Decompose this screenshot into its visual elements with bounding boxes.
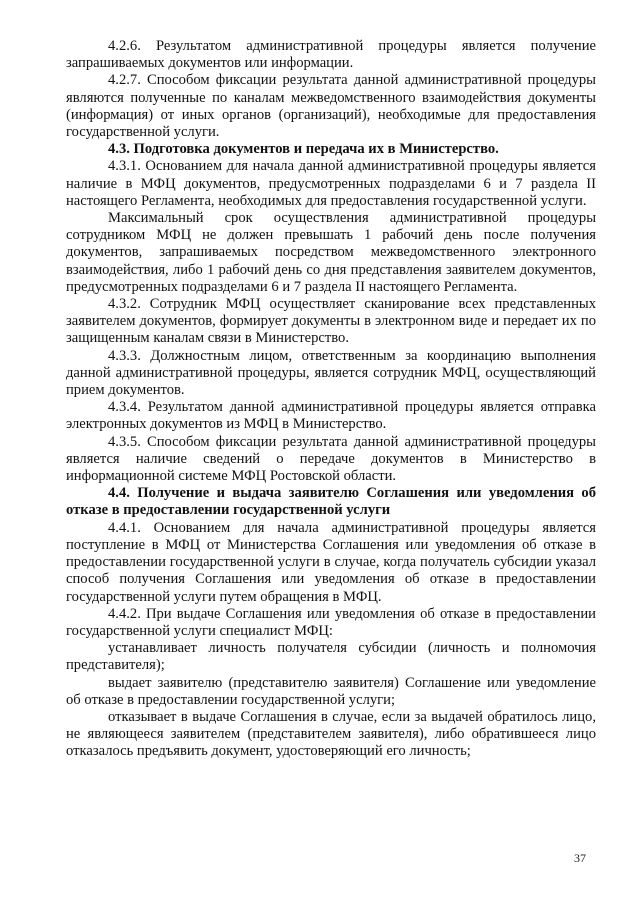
paragraph-4-3-4: 4.3.4. Результатом данной административной процедуры является отправка электронных документов из МФЦ в Министерство.	[66, 399, 596, 433]
paragraph-4-3-1: 4.3.1. Основанием для начала данной административной процедуры является наличие в МФЦ документов, предусмотренных подразделами 6 и 7 раздела II настоящего Регламента, необходимых для предоставления государственной услуги.	[66, 158, 596, 209]
paragraph-4-2-7: 4.2.7. Способом фиксации результата данной административной процедуры являются полученные по каналам межведомственного взаимодействия документы (информация) от иных органов (организаций), необходимые для предоставления государственной услуги.	[66, 72, 596, 141]
page-number: 37	[574, 851, 586, 865]
list-item-refuse: отказывает в выдаче Соглашения в случае, если за выдачей обратилось лицо, не являющееся заявителем (представителем заявителя), либо обратившееся лицо отказалось предъявить документ, удостоверяющий его личность;	[66, 708, 596, 760]
section-heading-4-3: 4.3. Подготовка документов и передача их в Министерство.	[108, 141, 499, 158]
paragraph-4-4-1: 4.4.1. Основанием для начала административной процедуры является поступление в МФЦ от Министерства Соглашения или уведомления об отказе в предоставлении государственной услуги в случае, когда получатель субсидии указал способ получения Соглашения или уведомления об отказе в предоставлении государственной услуги путем обращения в МФЦ.	[66, 519, 596, 605]
paragraph-4-3-3: 4.3.3. Должностным лицом, ответственным за координацию выполнения данной административной процедуры, является сотрудник МФЦ, осуществляющий прием документов.	[66, 347, 596, 399]
list-item-identify: устанавливает личность получателя субсидии (личность и полномочия представителя);	[66, 640, 596, 674]
paragraph-4-3-2: 4.3.2. Сотрудник МФЦ осуществляет сканирование всех представленных заявителем документов, формирует документы в электронном виде и передает их по защищенным каналам связи в Министерство.	[66, 296, 596, 347]
document-page	[66, 38, 596, 761]
paragraph-4-3-5: 4.3.5. Способом фиксации результата данной административной процедуры является наличие сведений о передаче документов в Министерство в информационной системе МФЦ Ростовской области.	[66, 433, 596, 485]
paragraph-4-2-6: 4.2.6. Результатом административной процедуры является получение запрашиваемых документов или информации.	[66, 38, 596, 72]
section-heading-4-4: 4.4. Получение и выдача заявителю Соглашения или уведомления об отказе в предоставлении государственной услуги	[66, 485, 596, 519]
paragraph-max-term: Максимальный срок осуществления административной процедуры сотрудником МФЦ не должен превышать 1 рабочий день после получения документов, запрашиваемых посредством межведомственного электронного взаимодействия, либо 1 рабочий день со дня представления заявителем документов, предусмотренных подразделами 6 и 7 раздела II настоящего Регламента.	[66, 210, 596, 295]
paragraph-4-4-2: 4.4.2. При выдаче Соглашения или уведомления об отказе в предоставлении государственной услуги специалист МФЦ:	[66, 605, 596, 639]
list-item-issue: выдает заявителю (представителю заявителя) Соглашение или уведомление об отказе в предоставлении государственной услуги;	[66, 674, 596, 708]
